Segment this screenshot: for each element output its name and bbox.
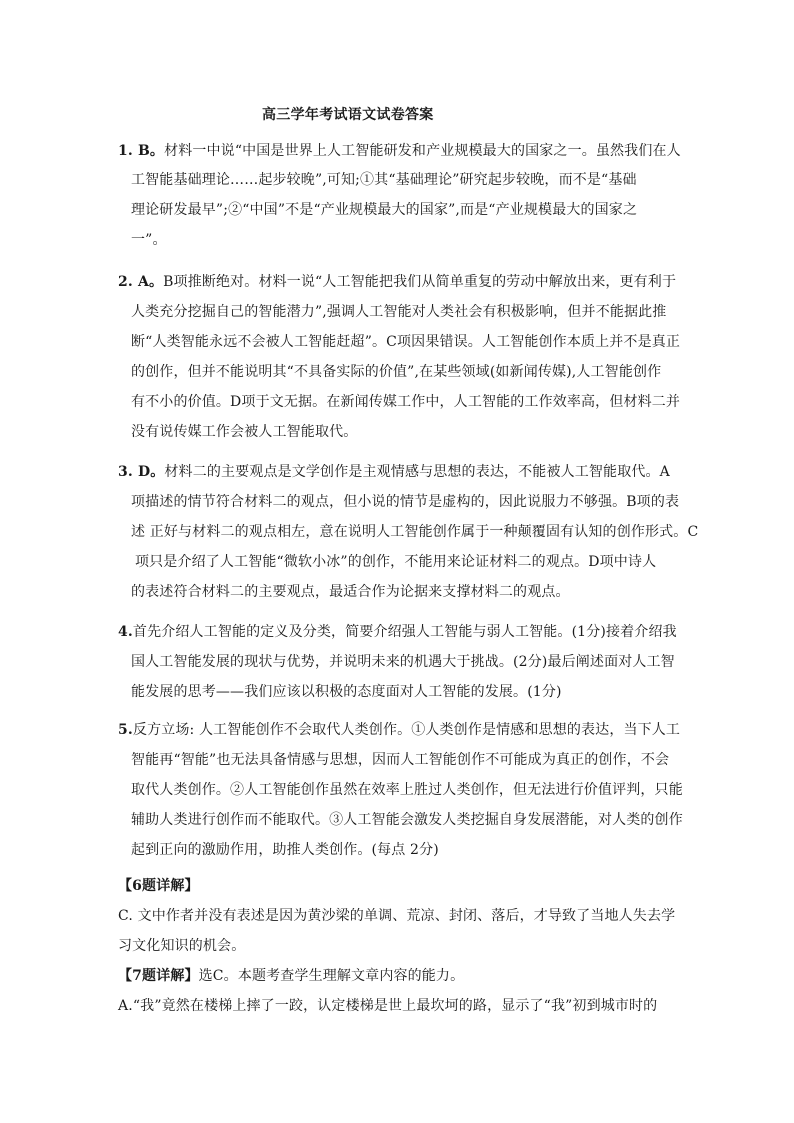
line-text: 辅助人类进行创作而不能取代。③人工智能会激发人类挖掘自身发展潜能，对人类的创作 <box>131 812 683 828</box>
item-number: 5. <box>118 722 133 738</box>
text-line <box>131 810 683 830</box>
line-text: 能发展的思考——我们应该以积极的态度面对人工智能的发展。(1分) <box>131 684 562 700</box>
line-text: 一”。 <box>131 232 167 248</box>
text-line <box>131 492 679 512</box>
line-text: 述 正好与材料二的观点相左，意在说明人工智能创作属于一种颠覆固有认知的创作形式。C <box>131 524 699 540</box>
text-line <box>131 522 698 542</box>
line-text: 首先介绍人工智能的定义及分类，简要介绍强人工智能与弱人工智能。(1分)接着介绍我 <box>132 624 677 640</box>
text-line <box>131 780 683 800</box>
text-line <box>131 682 562 702</box>
line-text: 理论研发最早”;②“中国”不是“产业规模最大的国家”,而是“产业规模最大的国家之 <box>131 202 638 218</box>
line-text: 材料二的主要观点是文学创作是主观情感与思想的表达，不能被人工智能取代。A <box>164 464 670 480</box>
item-number: 【7题详解】 <box>118 968 199 984</box>
text-line <box>118 966 464 986</box>
text-line <box>131 582 570 602</box>
text-line <box>131 362 661 382</box>
text-line <box>118 720 680 740</box>
text-line <box>131 392 680 412</box>
text-line <box>131 422 357 442</box>
page-title: 高三学年考试语文试卷答案 <box>262 107 434 123</box>
line-text: 人类充分挖掘自己的智能潜力”,强调人工智能对人类社会有积极影响，但并不能据此推 <box>131 304 667 320</box>
line-text: 断“人类智能永远不会被人工智能赶超”。C项因果错误。人工智能创作本质上并不是真正 <box>131 334 681 350</box>
text-line <box>135 552 656 572</box>
line-text: 智能再“智能”也无法具备情感与思想，因而人工智能创作不可能成为真正的创作，不会 <box>131 752 670 768</box>
text-line <box>118 141 681 161</box>
text-line <box>131 750 669 770</box>
line-text: C. 文中作者并没有表述是因为黄沙梁的单调、荒凉、封闭、落后，才导致了当地人失去学 <box>118 908 676 924</box>
line-text: 材料一中说“中国是世界上人工智能研发和产业规模最大的国家之一。虽然我们在人 <box>164 143 681 159</box>
line-text: 取代人类创作。②人工智能创作虽然在效率上胜过人类创作，但无法进行价值评判，只能 <box>131 782 683 798</box>
item-number: 2. A。 <box>118 274 164 290</box>
text-line <box>131 652 675 672</box>
item-number: 1. B。 <box>118 143 165 159</box>
line-text: 国人工智能发展的现状与优势，并说明未来的机遇大于挑战。(2分)最后阐述面对人工智 <box>131 654 675 670</box>
line-text: A.“我”竟然在楼梯上摔了一跤，认定楼梯是世上最坎坷的路，显示了“我”初到城市时的 <box>118 998 658 1014</box>
line-text: B项推断绝对。材料一说“人工智能把我们从简单重复的劳动中解放出来，更有利于 <box>163 274 677 290</box>
text-line <box>131 840 439 860</box>
text-line <box>118 936 245 956</box>
text-line <box>131 332 680 352</box>
line-text: 项只是介绍了人工智能“微软小冰”的创作，不能用来论证材料二的观点。D项中诗人 <box>135 554 657 570</box>
text-line <box>131 302 666 322</box>
text-line <box>118 906 675 926</box>
line-text: 项描述的情节符合材料二的观点，但小说的情节是虚构的，因此说服力不够强。B项的表 <box>131 494 680 510</box>
line-text: 没有说传媒工作会被人工智能取代。 <box>131 424 358 440</box>
line-text: 的创作，但并不能说明其“不具备实际的价值”,在某些领域(如新闻传媒),人工智能创作 <box>131 364 662 380</box>
text-line <box>118 462 670 482</box>
item-number: 4. <box>118 624 133 640</box>
text-line <box>118 272 676 292</box>
text-line <box>131 200 637 220</box>
line-text: 反方立场: 人工智能创作不会取代人类创作。①人类创作是情感和思想的表达，当下人工 <box>132 722 681 738</box>
line-text: 起到正向的激励作用，助推人类创作。(每点 2分) <box>131 842 439 858</box>
text-line <box>131 230 167 250</box>
line-text: 工智能基础理论……起步较晚”,可知;①其“基础理论”研究起步较晚，而不是“基础 <box>131 172 637 188</box>
line-text: 选C。本题考查学生理解文章内容的能力。 <box>198 968 465 984</box>
line-text: 有不小的价值。D项于文无据。在新闻传媒工作中，人工智能的工作效率高，但材料二并 <box>131 394 681 410</box>
line-text: 的表述符合材料二的主要观点，最适合作为论据来支撑材料二的观点。 <box>131 584 570 600</box>
item-number: 3. D。 <box>118 464 165 480</box>
text-line <box>118 876 199 896</box>
text-line <box>118 996 657 1016</box>
item-number: 【6题详解】 <box>118 878 199 894</box>
line-text: 习文化知识的机会。 <box>118 938 246 954</box>
text-line <box>131 170 637 190</box>
text-line <box>118 622 677 642</box>
